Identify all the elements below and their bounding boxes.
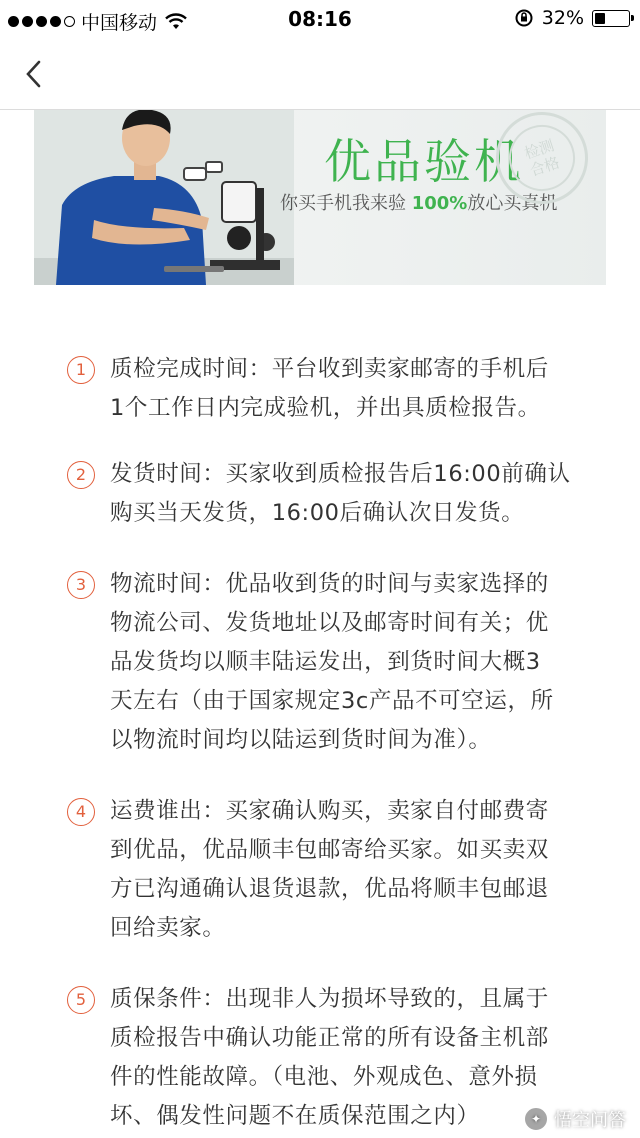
banner-subtitle-prefix: 你买手机我来验 — [280, 193, 412, 214]
battery-icon — [592, 10, 630, 27]
status-bar — [0, 0, 640, 40]
wukong-logo-icon: ✦ — [524, 1107, 548, 1131]
item-number-badge: 2 — [67, 461, 95, 489]
watermark — [524, 1106, 626, 1132]
status-right — [514, 7, 630, 29]
technician-illustration — [34, 110, 294, 285]
item-line: 件的性能故障。（电池、外观成色、意外损 — [110, 1064, 538, 1090]
navigation-bar — [0, 40, 640, 110]
clock: 08:16 — [288, 7, 352, 31]
item-number-badge: 4 — [67, 798, 95, 826]
item-text — [110, 350, 590, 428]
item-line: 回给卖家。 — [110, 915, 226, 941]
item-line: 方已沟通确认退货退款，优品将顺丰包邮退 — [110, 876, 549, 902]
item-number-badge: 1 — [67, 356, 95, 384]
back-button[interactable] — [14, 54, 54, 94]
item-text — [110, 565, 590, 760]
banner-image — [34, 110, 606, 285]
seal-text: 检测合格 — [522, 136, 562, 180]
watermark-text: 悟空问答 — [554, 1110, 626, 1131]
item-line: 质保条件：出现非人为损坏导致的，且属于 — [110, 986, 549, 1012]
item-text — [110, 980, 590, 1136]
chevron-left-icon — [24, 59, 44, 89]
item-line: 发货时间：买家收到质检报告后16:00前确认 — [110, 461, 571, 487]
carrier-name: 中国移动 — [81, 12, 158, 34]
item-text — [110, 792, 590, 948]
item-line: 天左右（由于国家规定3c产品不可空运，所 — [110, 688, 554, 714]
item-line: 品发货均以顺丰陆运发出，到货时间大概3 — [110, 649, 541, 675]
item-line: 运费谁出：买家确认购买，卖家自付邮费寄 — [110, 798, 549, 824]
battery-percent: 32% — [541, 7, 584, 29]
item-line: 坏、偶发性问题不在质保范围之内） — [110, 1103, 480, 1129]
item-line: 质检报告中确认功能正常的所有设备主机部 — [110, 1025, 549, 1051]
banner-subtitle-suffix: 放心买真机 — [467, 193, 558, 214]
item-number-badge: 5 — [67, 986, 95, 1014]
item-number-badge: 3 — [67, 571, 95, 599]
banner-subtitle-accent: 100% — [411, 193, 468, 214]
item-line: 购买当天发货，16:00后确认次日发货。 — [110, 500, 525, 526]
item-line: 物流时间：优品收到货的时间与卖家选择的 — [110, 571, 549, 597]
item-line: 1个工作日内完成验机，并出具质检报告。 — [110, 395, 541, 421]
banner-title: 优品验机 — [324, 135, 524, 190]
item-text — [110, 455, 590, 533]
item-line: 质检完成时间：平台收到卖家邮寄的手机后 — [110, 356, 549, 382]
item-line: 以物流时间均以陆运到货时间为准）。 — [110, 727, 492, 753]
item-line: 到优品，优品顺丰包邮寄给买家。如买卖双 — [110, 837, 549, 863]
item-line: 物流公司、发货地址以及邮寄时间有关；优 — [110, 610, 549, 636]
orientation-lock-icon — [514, 8, 534, 28]
